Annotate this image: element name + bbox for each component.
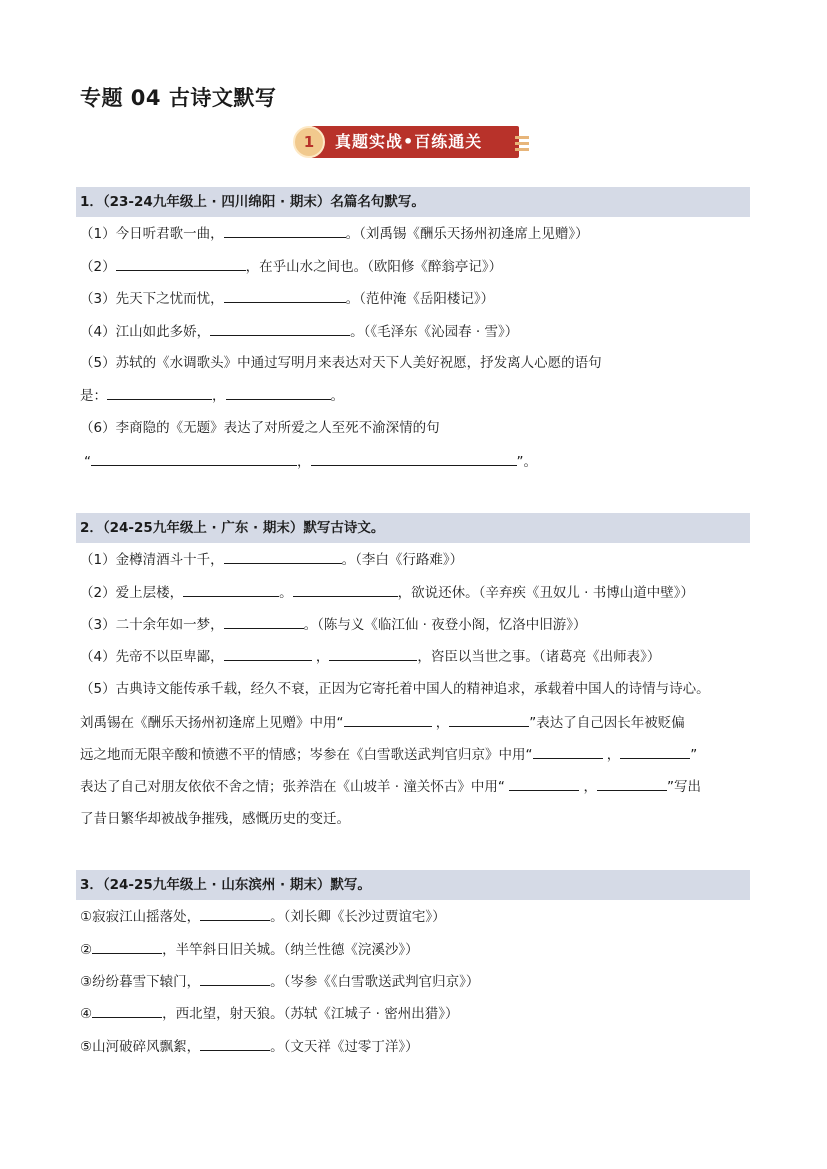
answer-blank[interactable]: [509, 776, 579, 791]
q1-line-3: （3）先天下之忧而忧， 。（范仲淹《岳阳楼记》）: [80, 288, 494, 309]
question-3-header: 3．（24-25九年级上 · 山东滨州 · 期末）默写。: [76, 870, 750, 900]
q2-line-8: 表达了自己对朋友依依不舍之情；张养浩在《山坡羊 · 潼关怀古》中用“ ， ”写出: [80, 776, 701, 797]
answer-blank[interactable]: [224, 288, 346, 303]
answer-blank[interactable]: [293, 582, 398, 597]
question-2-header: 2．（24-25九年级上 · 广东 · 期末）默写古诗文。: [76, 513, 750, 543]
q3-line-3: ③纷纷暮雪下辕门， 。（岑参《《白雪歌送武判官归京》）: [80, 971, 479, 992]
q3-line-5: ⑤山河破碎风飘絮， 。（文天祥《过零丁洋》）: [80, 1036, 419, 1057]
answer-blank[interactable]: [224, 223, 346, 238]
banner-stripe: [515, 136, 529, 139]
answer-blank[interactable]: [224, 549, 342, 564]
q2-line-7: 远之地而无限辛酸和愤懑不平的情感；岑参在《白雪歌送武判官归京》中用“ ， ”: [80, 744, 697, 765]
q3-line-1: ①寂寂江山摇落处， 。（刘长卿《长沙过贾谊宅》）: [80, 906, 446, 927]
answer-blank[interactable]: [116, 256, 246, 271]
answer-blank[interactable]: [620, 744, 690, 759]
q2-line-5: （5）古典诗文能传承千载，经久不衰，正因为它寄托着中国人的精神追求，承载着中国人的诗情与诗心。: [80, 681, 710, 697]
answer-blank[interactable]: [200, 906, 270, 921]
answer-blank[interactable]: [91, 451, 297, 466]
q1-line-4: （4）江山如此多娇， 。（《毛泽东《沁园春 · 雪》）: [80, 321, 518, 342]
banner-number-badge: 1: [293, 126, 325, 158]
answer-blank[interactable]: [224, 614, 304, 629]
banner-text: 真题实战•百练通关: [335, 132, 483, 151]
q3-line-4: ④ ，西北望，射天狼。（苏轼《江城子 · 密州出猎》）: [80, 1003, 458, 1024]
q2-line-3: （3）二十余年如一梦， 。（陈与义《临江仙 · 夜登小阁，忆洛中旧游》）: [80, 614, 586, 635]
q2-line-6: 刘禹锡在《酬乐天扬州初逢席上见赠》中用“ ， ”表达了自己因长年被贬偏: [80, 712, 685, 733]
section-banner: [293, 124, 531, 160]
question-1-header: 1．（23-24九年级上 · 四川绵阳 · 期末）名篇名句默写。: [76, 187, 750, 217]
answer-blank[interactable]: [533, 744, 603, 759]
answer-blank[interactable]: [224, 646, 312, 661]
answer-blank[interactable]: [597, 776, 667, 791]
answer-blank[interactable]: [210, 321, 350, 336]
answer-blank[interactable]: [92, 1003, 162, 1018]
answer-blank[interactable]: [329, 646, 417, 661]
q1-line-8: “ ， ”。: [84, 451, 537, 472]
answer-blank[interactable]: [183, 582, 279, 597]
q2-line-1: （1）金樽清酒斗十千， 。（李白《行路难》）: [80, 549, 463, 570]
q1-line-6: 是： ， 。: [80, 385, 344, 406]
answer-blank[interactable]: [200, 971, 270, 986]
answer-blank[interactable]: [92, 939, 162, 954]
q3-line-2: ② ，半竿斜日旧关城。（纳兰性德《浣溪沙》）: [80, 939, 419, 960]
q1-line-1: （1）今日听君歌一曲， 。（刘禹锡《酬乐天扬州初逢席上见赠》）: [80, 223, 589, 244]
answer-blank[interactable]: [449, 712, 529, 727]
q1-line-5: （5）苏轼的《水调歌头》中通过写明月来表达对天下人美好祝愿，抒发离人心愿的语句: [80, 355, 602, 371]
answer-blank[interactable]: [107, 385, 212, 400]
answer-blank[interactable]: [226, 385, 331, 400]
banner-stripe: [515, 142, 529, 145]
answer-blank[interactable]: [200, 1036, 270, 1051]
q1-line-2: （2） ，在乎山水之间也。（欧阳修《醉翁亭记》）: [80, 256, 502, 277]
answer-blank[interactable]: [311, 451, 517, 466]
q2-line-2: （2）爱上层楼， 。 ，欲说还休。（辛弃疾《丑奴儿 · 书博山道中壁》）: [80, 582, 694, 603]
q2-line-9: 了昔日繁华却被战争摧残，感慨历史的变迁。: [80, 811, 350, 827]
page-title: 专题 04 古诗文默写: [80, 86, 277, 110]
banner-stripe: [515, 148, 529, 151]
q1-line-7: （6）李商隐的《无题》表达了对所爱之人至死不渝深情的句: [80, 420, 440, 436]
answer-blank[interactable]: [344, 712, 432, 727]
q2-line-4: （4）先帝不以臣卑鄙， ， ，咨臣以当世之事。（诸葛亮《出师表》）: [80, 646, 660, 667]
